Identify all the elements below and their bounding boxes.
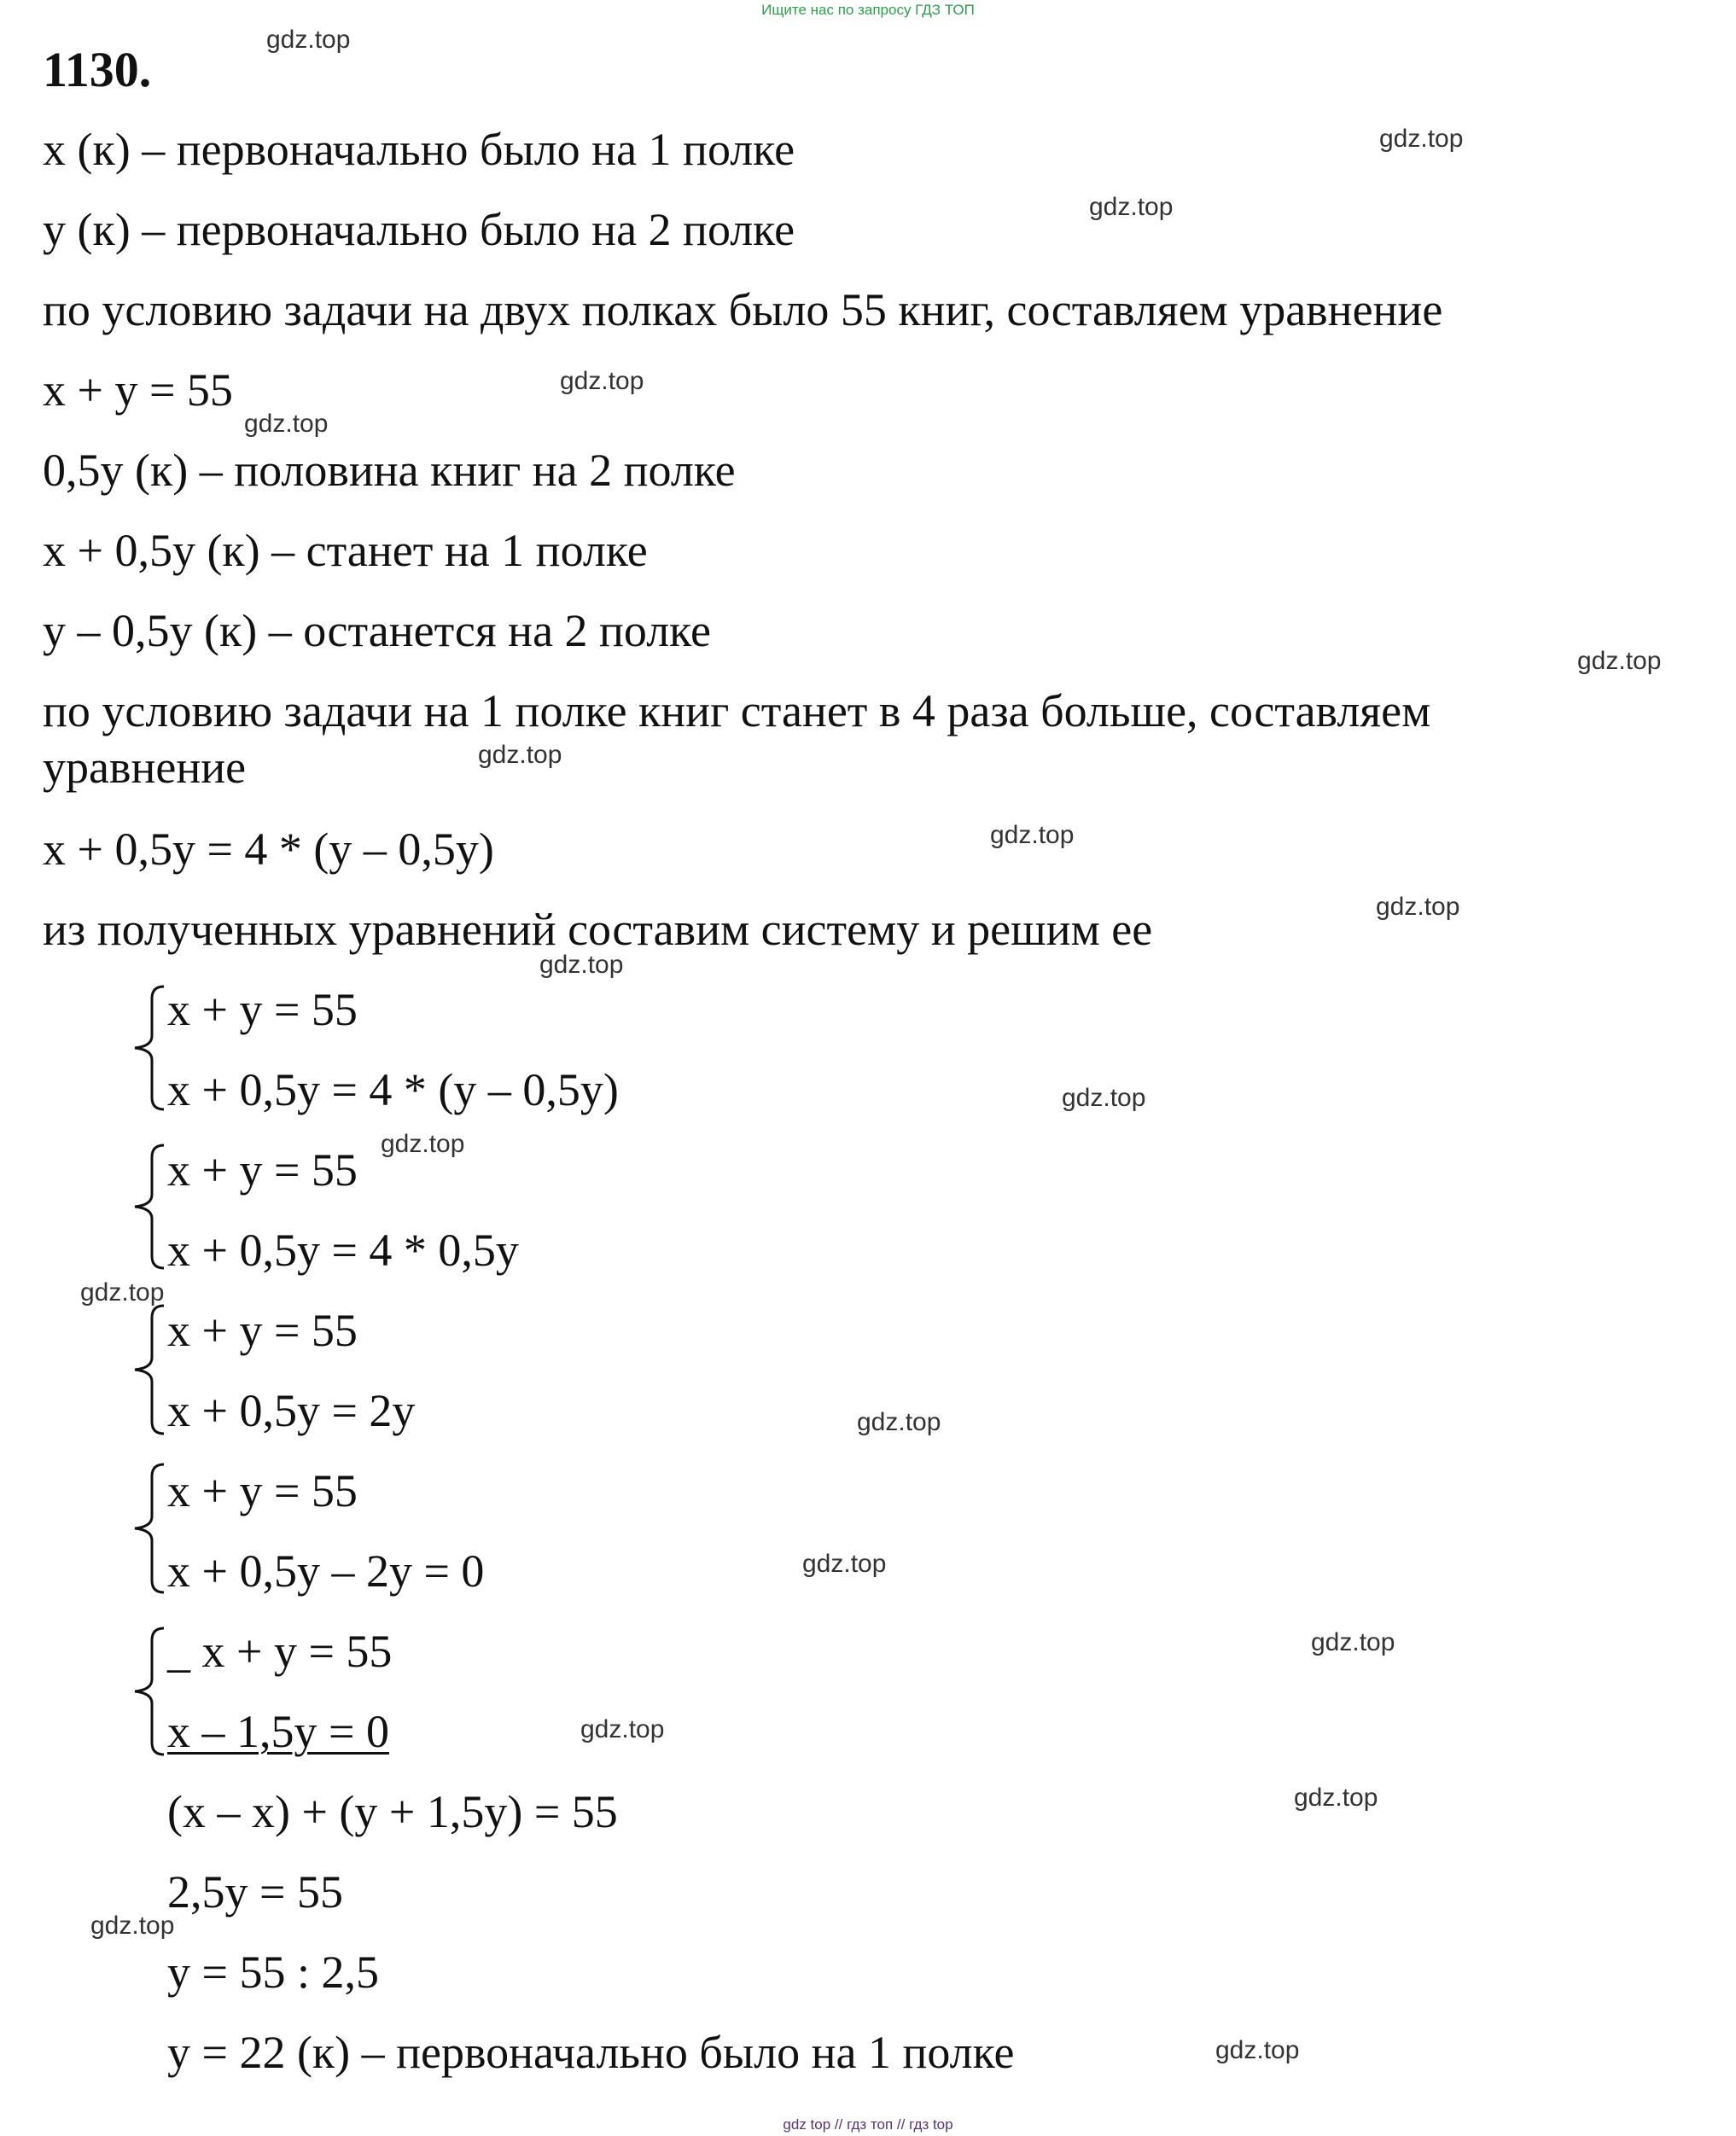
system-brace	[111, 1302, 171, 1437]
watermark: gdz.top	[1062, 1084, 1146, 1112]
watermark: gdz.top	[1379, 125, 1464, 153]
watermark: gdz.top	[539, 951, 624, 979]
system-equation: x + y = 55	[167, 1305, 358, 1356]
watermark: gdz.top	[1376, 893, 1460, 921]
solution-line: y = 22 (к) – первоначально было на 1 полке	[167, 2027, 1015, 2078]
watermark: gdz.top	[990, 821, 1075, 849]
solution-line: 2,5y = 55	[167, 1866, 343, 1918]
watermark: gdz.top	[802, 1550, 887, 1578]
system-equation: x + y = 55	[167, 1144, 358, 1196]
text-line: y – 0,5y (к) – останется на 2 полке	[43, 605, 712, 656]
equation-line: x + y = 55	[43, 364, 233, 416]
watermark: gdz.top	[478, 741, 562, 769]
watermark: gdz.top	[80, 1278, 165, 1307]
watermark: gdz.top	[266, 26, 351, 54]
watermark: gdz.top	[857, 1408, 941, 1436]
solution-line: (x – x) + (y + 1,5y) = 55	[167, 1786, 618, 1837]
system-brace	[111, 1142, 171, 1272]
system-equation-underlined: x – 1,5y = 0	[167, 1706, 389, 1757]
text-line: из полученных уравнений составим систему и решим ее	[43, 904, 1153, 955]
watermark: gdz.top	[1215, 2036, 1300, 2064]
system-equation: x + 0,5y = 4 * (y – 0,5y)	[167, 1064, 619, 1115]
watermark: gdz.top	[580, 1715, 665, 1743]
watermark: gdz.top	[381, 1130, 465, 1158]
solution-line: y = 55 : 2,5	[167, 1947, 379, 1998]
text-line: y (к) – первоначально было на 2 полке	[43, 204, 795, 255]
watermark: gdz.top	[560, 367, 644, 395]
top-banner: Ищите нас по запросу ГДЗ ТОП	[761, 2, 975, 18]
watermark: gdz.top	[1311, 1628, 1395, 1656]
equation-line: x + 0,5y = 4 * (y – 0,5y)	[43, 824, 494, 875]
footer: gdz top // гдз топ // гдз top	[783, 2116, 953, 2133]
system-equation: x + 0,5y = 4 * 0,5y	[167, 1225, 519, 1276]
watermark: gdz.top	[1577, 647, 1662, 675]
system-brace	[111, 1461, 171, 1596]
system-brace	[111, 1625, 171, 1758]
watermark: gdz.top	[1294, 1784, 1378, 1812]
task-number: 1130.	[43, 42, 152, 97]
text-line: уравнение	[43, 742, 247, 793]
text-line: 0,5y (к) – половина книг на 2 полке	[43, 445, 736, 496]
watermark: gdz.top	[90, 1912, 175, 1940]
system-equation: x + y = 55	[167, 1465, 358, 1516]
text-line: x (к) – первоначально было на 1 полке	[43, 124, 795, 175]
watermark: gdz.top	[244, 410, 329, 438]
system-equation: x + y = 55	[167, 984, 358, 1035]
watermark: gdz.top	[1089, 193, 1174, 221]
system-equation: x + 0,5y – 2y = 0	[167, 1545, 485, 1597]
system-equation: x + 0,5y = 2y	[167, 1385, 416, 1436]
system-brace	[111, 983, 171, 1113]
text-line: по условию задачи на 1 полке книг станет в 4 раза больше, составляем	[43, 685, 1431, 736]
system-equation: _ x + y = 55	[167, 1626, 393, 1677]
text-line: x + 0,5y (к) – станет на 1 полке	[43, 525, 648, 576]
text-line: по условию задачи на двух полках было 55 книг, составляем уравнение	[43, 284, 1443, 335]
